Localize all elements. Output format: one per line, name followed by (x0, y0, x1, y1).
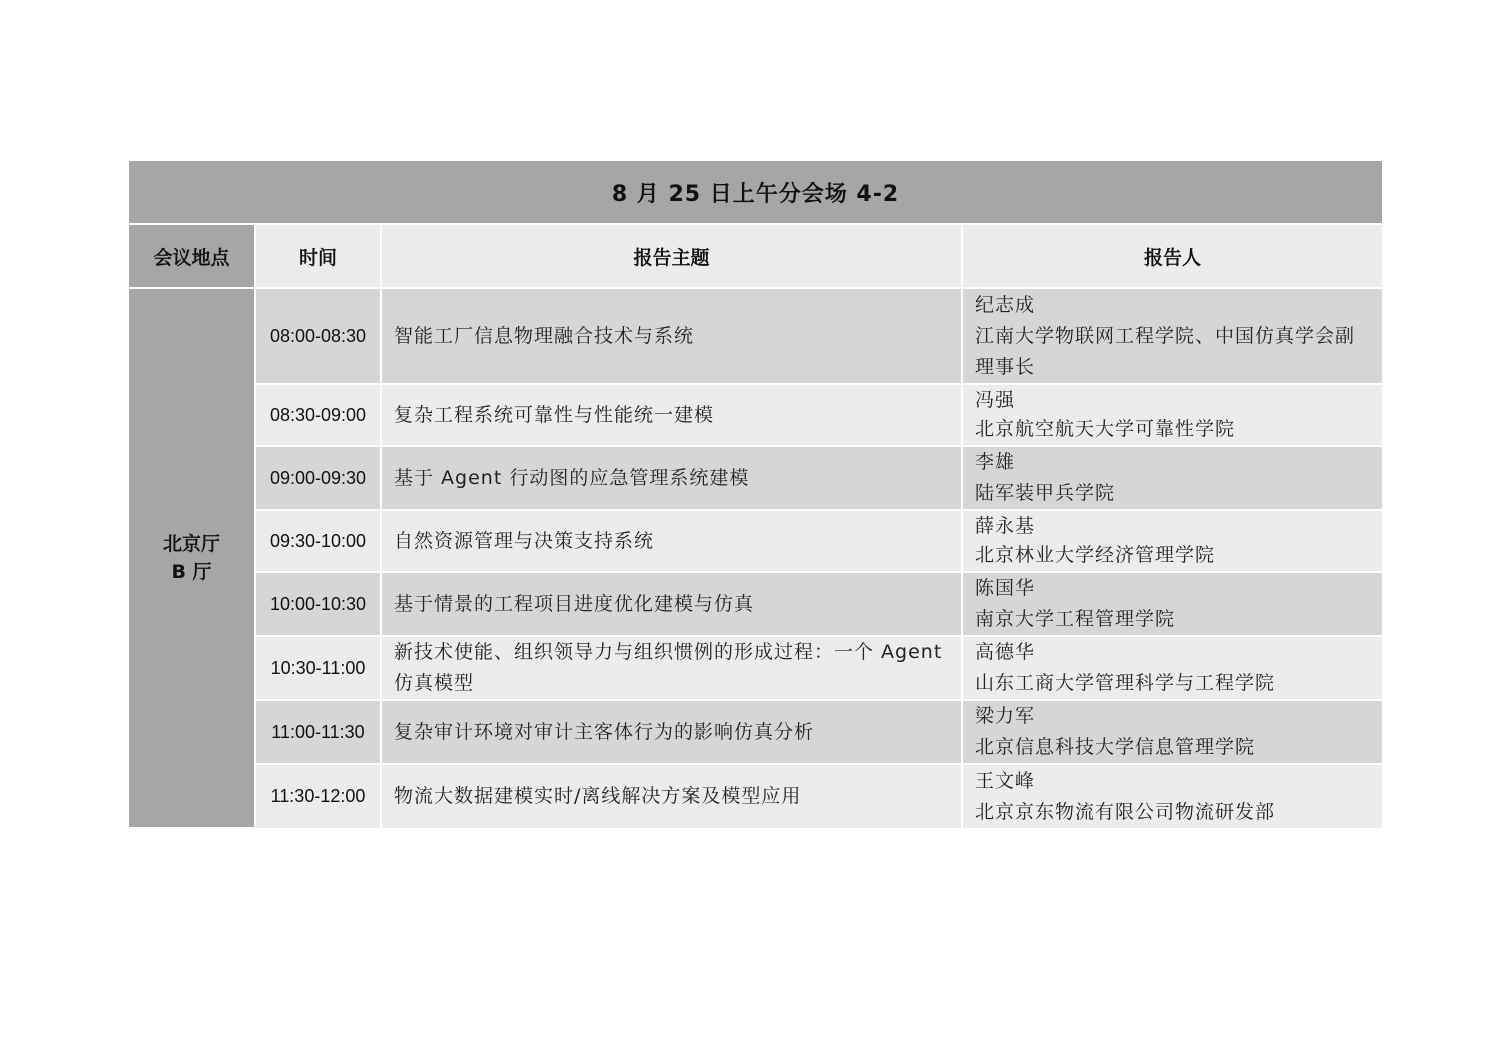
session-time: 09:30-10:00 (255, 510, 381, 572)
table-row (129, 288, 1382, 384)
speaker-cell (962, 700, 1382, 764)
session-time: 11:30-12:00 (255, 764, 381, 828)
speaker-name: 薛永基 (975, 515, 1036, 537)
table-row (129, 510, 1382, 572)
speaker-affiliation: 北京京东物流有限公司物流研发部 (975, 800, 1276, 823)
speaker-cell (962, 446, 1382, 510)
session-topic: 自然资源管理与决策支持系统 (381, 510, 962, 572)
session-topic: 物流大数据建模实时/离线解决方案及模型应用 (381, 764, 962, 828)
header-topic: 报告主题 (381, 224, 962, 288)
table-row (129, 636, 1382, 700)
table-row (129, 700, 1382, 764)
session-topic: 复杂审计环境对审计主客体行为的影响仿真分析 (381, 700, 962, 764)
schedule-table (129, 161, 1382, 829)
session-topic: 基于 Agent 行动图的应急管理系统建模 (381, 446, 962, 510)
speaker-affiliation: 江南大学物联网工程学院、中国仿真学会副理事长 (975, 324, 1356, 378)
venue-name: 北京厅 (162, 533, 220, 555)
session-topic: 智能工厂信息物理融合技术与系统 (381, 288, 962, 384)
header-time: 时间 (255, 224, 381, 288)
speaker-cell (962, 636, 1382, 700)
speaker-affiliation: 北京航空航天大学可靠性学院 (975, 418, 1236, 440)
session-topic: 基于情景的工程项目进度优化建模与仿真 (381, 572, 962, 636)
speaker-name: 陈国华 (975, 577, 1036, 599)
speaker-affiliation: 南京大学工程管理学院 (975, 608, 1176, 630)
venue-cell (129, 288, 255, 828)
speaker-cell (962, 384, 1382, 446)
session-topic: 复杂工程系统可靠性与性能统一建模 (381, 384, 962, 446)
venue-hall: B 厅 (171, 561, 212, 583)
speaker-affiliation: 北京信息科技大学信息管理学院 (975, 736, 1256, 758)
header-row (129, 224, 1382, 288)
table-row (129, 446, 1382, 510)
session-time: 10:30-11:00 (255, 636, 381, 700)
title-row (129, 161, 1382, 224)
header-venue: 会议地点 (129, 224, 255, 288)
speaker-cell (962, 288, 1382, 384)
session-time: 09:00-09:30 (255, 446, 381, 510)
speaker-affiliation: 陆军装甲兵学院 (975, 482, 1116, 504)
table-row (129, 384, 1382, 446)
speaker-name: 高德华 (975, 641, 1036, 663)
session-time: 08:00-08:30 (255, 288, 381, 384)
speaker-name: 纪志成 (975, 293, 1036, 316)
speaker-affiliation: 山东工商大学管理科学与工程学院 (975, 672, 1276, 694)
speaker-cell (962, 764, 1382, 828)
speaker-name: 王文峰 (975, 769, 1036, 792)
session-time: 11:00-11:30 (255, 700, 381, 764)
speaker-name: 梁力军 (975, 705, 1036, 727)
table-row (129, 764, 1382, 828)
schedule-title: 8 月 25 日上午分会场 4-2 (129, 161, 1382, 224)
speaker-name: 冯强 (975, 389, 1016, 411)
session-time: 08:30-09:00 (255, 384, 381, 446)
session-time: 10:00-10:30 (255, 572, 381, 636)
speaker-name: 李雄 (975, 451, 1016, 473)
session-topic: 新技术使能、组织领导力与组织惯例的形成过程：一个 Agent 仿真模型 (381, 636, 962, 700)
speaker-cell (962, 510, 1382, 572)
table-row (129, 572, 1382, 636)
header-speaker: 报告人 (962, 224, 1382, 288)
speaker-affiliation: 北京林业大学经济管理学院 (975, 544, 1216, 566)
speaker-cell (962, 572, 1382, 636)
